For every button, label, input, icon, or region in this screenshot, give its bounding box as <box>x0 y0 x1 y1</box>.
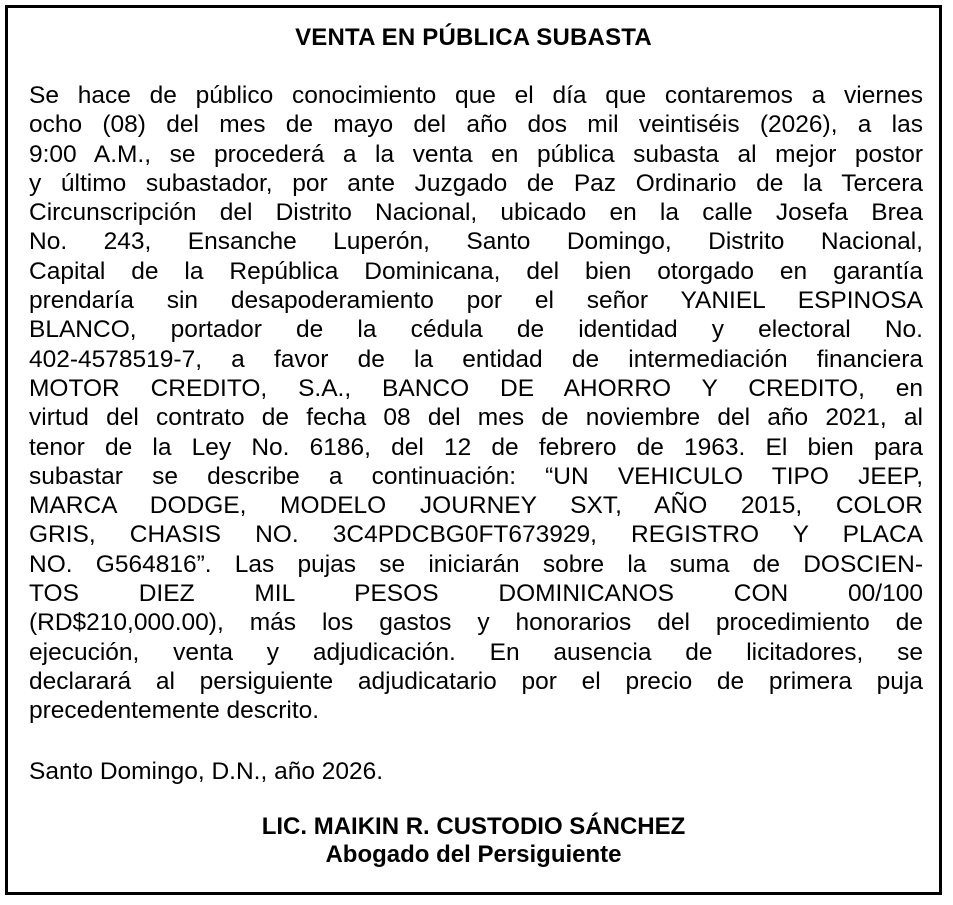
signatory-name: LIC. MAIKIN R. CUSTODIO SÁNCHEZ <box>261 813 686 840</box>
body-line: 402-4578519-7, a favor de la entidad de intermediación financiera <box>29 345 923 373</box>
body-line: subastar se describe a continuación: “UN VEHICULO TIPO JEEP, <box>29 462 923 490</box>
body-line: Circunscripción del Distrito Nacional, ubicado en la calle Josefa Brea <box>29 199 923 227</box>
body-line: MOTOR CREDITO, S.A., BANCO DE AHORRO Y CREDITO, en <box>29 374 923 402</box>
body-line: No. 243, Ensanche Luperón, Santo Domingo, Distrito Nacional, <box>29 228 923 256</box>
body-line: (RD$210,000.00), más los gastos y honorarios del procedimiento de <box>29 609 923 637</box>
signature-block <box>8 813 939 869</box>
legal-notice-box <box>5 5 942 895</box>
body-line: virtud del contrato de fecha 08 del mes de noviembre del año 2021, al <box>29 404 923 432</box>
signatory-role: Abogado del Persiguiente <box>325 841 622 868</box>
body-line: BLANCO, portador de la cédula de identidad y electoral No. <box>29 316 923 344</box>
body-line: precedentemente descrito. <box>29 697 320 725</box>
body-line: Se hace de público conocimiento que el día que contaremos a viernes <box>29 82 923 109</box>
body-line: 9:00 A.M., se procederá a la venta en pública subasta al mejor postor <box>29 140 923 168</box>
body-line: prendaría sin desapoderamiento por el señor YANIEL ESPINOSA <box>29 287 923 315</box>
body-line: declarará al persiguiente adjudicatario por el precio de primera puja <box>29 667 923 695</box>
body-line: GRIS, CHASIS NO. 3C4PDCBG0FT673929, REGISTRO Y PLACA <box>29 521 923 549</box>
notice-title: VENTA EN PÚBLICA SUBASTA <box>295 24 652 51</box>
body-line: ejecución, venta y adjudicación. En ausencia de licitadores, se <box>29 638 923 666</box>
body-line: ocho (08) del mes de mayo del año dos mil veintiséis (2026), a las <box>29 111 923 139</box>
body-line: tenor de la Ley No. 6186, del 12 de febrero de 1963. El bien para <box>29 433 923 461</box>
body-line: MARCA DODGE, MODELO JOURNEY SXT, AÑO 2015, COLOR <box>29 492 923 520</box>
place-date: Santo Domingo, D.N., año 2026. <box>29 758 384 785</box>
body-line: TOS DIEZ MIL PESOS DOMINICANOS CON 00/100 <box>29 580 923 608</box>
notice-body <box>29 81 923 726</box>
body-line: y último subastador, por ante Juzgado de Paz Ordinario de la Tercera <box>29 169 923 197</box>
body-line: Capital de la República Dominicana, del bien otorgado en garantía <box>29 257 923 285</box>
body-line: NO. G564816”. Las pujas se iniciarán sobre la suma de DOSCIEN- <box>29 550 923 578</box>
